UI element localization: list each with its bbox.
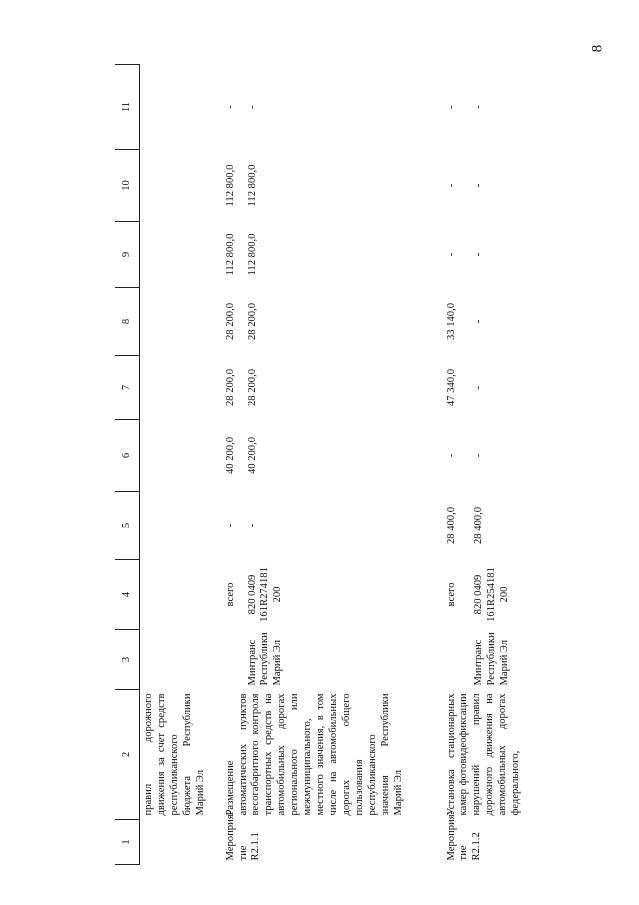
- table-cell: [140, 820, 222, 865]
- table-cell: [140, 150, 222, 222]
- table-cell: -: [445, 183, 457, 188]
- table-cell: [140, 356, 222, 420]
- table-cell: 40 200,0: [246, 436, 258, 475]
- table-cell: [140, 630, 222, 690]
- table-cell: -: [224, 523, 236, 528]
- rotated-table-container: [115, 65, 620, 865]
- column-header: 1: [115, 820, 140, 865]
- column-header: 9: [115, 222, 140, 288]
- table-row: [140, 65, 222, 865]
- column-header: 2: [115, 690, 140, 820]
- table-cell: -: [472, 319, 484, 324]
- table-cell: всего: [224, 582, 236, 607]
- column-header: 4: [115, 560, 140, 630]
- column-header: 5: [115, 492, 140, 560]
- table-cell: -: [224, 105, 236, 109]
- column-header: 6: [115, 420, 140, 492]
- table-cell: [140, 288, 222, 356]
- table-cell: -: [472, 183, 484, 188]
- table-cell: 33 140,0: [445, 302, 457, 341]
- table-cell: [140, 222, 222, 288]
- table-cell: 28 200,0: [224, 368, 236, 407]
- measure-code: Мероприя-тие R2.1.1: [224, 810, 262, 861]
- table-cell: [140, 420, 222, 492]
- column-header: 8: [115, 288, 140, 356]
- column-header: 7: [115, 356, 140, 420]
- responsible-executor: Минтранс Республики Марий Эл: [246, 632, 284, 686]
- table-row: [222, 65, 244, 865]
- table-cell: всего: [445, 582, 457, 607]
- table-cell: 47 340,0: [445, 368, 457, 407]
- column-header: 10: [115, 150, 140, 222]
- table-cell: 112 800,0: [224, 233, 236, 276]
- column-header: 11: [115, 65, 140, 150]
- table-cell: -: [246, 105, 258, 109]
- measure-description: Установка стационарных камер фотовидеофиксации нарушений правил дорожного движения на автомобильных дорогах федерального,: [445, 693, 522, 816]
- budget-code: 820 0409 161R274181 200: [246, 567, 284, 622]
- table-cell: 28 200,0: [246, 302, 258, 341]
- table-cell: 28 200,0: [224, 302, 236, 341]
- measure-code: Мероприя-тие R2.1.2: [445, 810, 483, 861]
- table-cell: 112 800,0: [246, 233, 258, 276]
- table-cell: -: [246, 523, 258, 528]
- table-cell: [140, 492, 222, 560]
- table-cell: -: [472, 252, 484, 257]
- table-cell: [222, 630, 244, 690]
- table-cell: 112 800,0: [224, 164, 236, 207]
- table-cell: 28 400,0: [445, 506, 457, 545]
- table-cell: -: [445, 105, 457, 109]
- page-number: 8: [589, 44, 606, 53]
- responsible-executor: Минтранс Республики Марий Эл: [472, 632, 510, 686]
- column-header: 3: [115, 630, 140, 690]
- table-cell: 112 800,0: [246, 164, 258, 207]
- header-row: [115, 65, 140, 865]
- table-cell: 40 200,0: [224, 436, 236, 475]
- table-cell: правил дорожного движения за счет средств республиканского бюджета Республики Марий Эл: [143, 693, 206, 816]
- table-row: [443, 65, 470, 865]
- budget-table: [115, 64, 529, 865]
- table-cell: [140, 65, 222, 150]
- table-cell: 28 200,0: [246, 368, 258, 407]
- table-cell: -: [472, 105, 484, 109]
- table-cell: [140, 560, 222, 630]
- table-cell: -: [445, 453, 457, 458]
- table-cell: -: [445, 252, 457, 257]
- measure-description: Размещение автоматических пунктов весогабаритного контроля транспортных средств на автомобильных дорогах регионального или межмуниципального, местного значения, в том числе на автомобильных дорогах общего пользования республиканского значения Республики Марий Эл: [224, 693, 404, 816]
- table-cell: -: [472, 453, 484, 458]
- table-cell: -: [472, 385, 484, 390]
- budget-code: 820 0409 161R254181 200: [472, 567, 510, 622]
- table-cell: 28 400,0: [472, 506, 484, 545]
- table-cell: [443, 630, 470, 690]
